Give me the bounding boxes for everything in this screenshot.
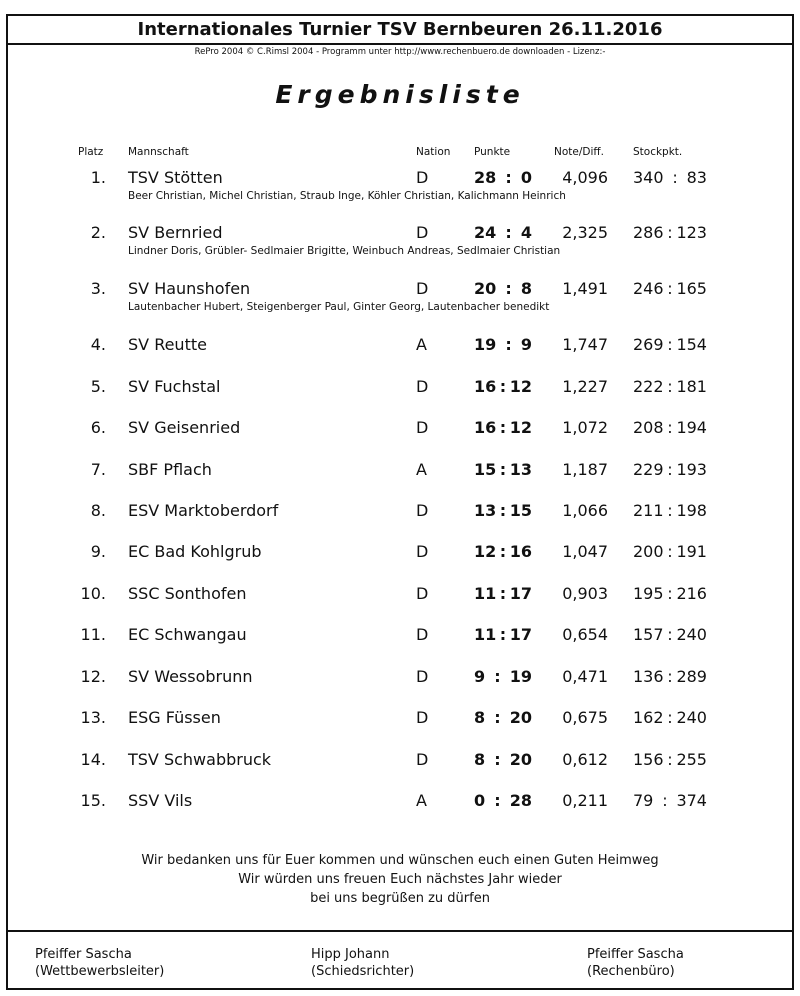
program-note: RePro 2004 © C.Rimsl 2004 - Programm unter http://www.rechenbuero.de downloaden - Lizenz:- — [194, 47, 606, 57]
points — [474, 168, 532, 188]
note-diff: 1,227 — [562, 377, 608, 396]
note-diff: 1,066 — [562, 501, 608, 520]
points-lost: 28 — [509, 791, 532, 810]
stock-points-for: 157 — [633, 625, 664, 644]
points-lost: 9 — [520, 335, 532, 354]
stock-points — [633, 750, 707, 770]
team-name: SBF Pflach — [128, 460, 212, 479]
points-separator: : — [494, 791, 501, 810]
team-members: Lautenbacher Hubert, Steigenberger Paul, Ginter Georg, Lautenbacher benedikt — [128, 301, 550, 313]
nation: D — [416, 708, 429, 727]
signature-calculation-office — [587, 946, 684, 980]
team-name: EC Schwangau — [128, 625, 247, 644]
points-won: 16 — [474, 377, 497, 396]
points — [474, 501, 532, 521]
team-name: ESG Füssen — [128, 708, 221, 727]
stock-points — [633, 584, 707, 604]
points-won: 8 — [474, 708, 486, 727]
points — [474, 667, 532, 687]
points-won: 28 — [474, 168, 497, 187]
points — [474, 708, 532, 728]
points-won: 8 — [474, 750, 486, 769]
stock-separator: : — [672, 168, 678, 187]
points-lost: 15 — [509, 501, 532, 520]
stock-points — [633, 460, 707, 480]
stock-points-against: 191 — [676, 542, 707, 561]
signature-name: Pfeiffer Sascha — [35, 947, 132, 962]
stock-points-for: 195 — [633, 584, 664, 603]
stock-points — [633, 168, 707, 188]
signature-competition-leader — [35, 946, 164, 980]
stock-points-against: 181 — [676, 377, 707, 396]
rank: 10. — [80, 584, 106, 603]
stock-separator: : — [667, 223, 673, 242]
nation: D — [416, 501, 429, 520]
points — [474, 223, 532, 243]
stock-points-against: 154 — [676, 335, 707, 354]
stock-points-for: 269 — [633, 335, 664, 354]
stock-points-against: 240 — [676, 625, 707, 644]
points-separator: : — [494, 750, 501, 769]
nation: A — [416, 791, 427, 810]
header-mannschaft: Mannschaft — [128, 146, 189, 158]
signature-role: (Wettbewerbsleiter) — [35, 964, 165, 979]
note-diff: 2,325 — [562, 223, 608, 242]
stock-points-for: 211 — [633, 501, 664, 520]
team-name: SV Bernried — [128, 223, 223, 242]
points-won: 24 — [474, 223, 497, 242]
signature-role: (Rechenbüro) — [587, 964, 675, 979]
nation: D — [416, 223, 429, 242]
points-separator: : — [499, 460, 507, 479]
rank: 4. — [90, 335, 106, 354]
stock-points — [633, 667, 707, 687]
signature-role: (Schiedsrichter) — [311, 964, 415, 979]
points — [474, 335, 532, 355]
stock-points — [633, 542, 707, 562]
points — [474, 584, 532, 604]
points-won: 13 — [474, 501, 497, 520]
points-lost: 17 — [509, 584, 532, 603]
stock-points-for: 208 — [633, 418, 664, 437]
rank: 5. — [90, 377, 106, 396]
rank: 3. — [90, 279, 106, 298]
points-separator: : — [499, 418, 507, 437]
points-separator: : — [499, 501, 507, 520]
points — [474, 625, 532, 645]
points-lost: 12 — [509, 418, 532, 437]
points-won: 20 — [474, 279, 497, 298]
note-diff: 0,675 — [562, 708, 608, 727]
points-won: 11 — [474, 584, 497, 603]
nation: D — [416, 584, 429, 603]
points-separator: : — [499, 584, 507, 603]
note-diff: 1,491 — [562, 279, 608, 298]
header-stock: Stockpkt. — [633, 146, 683, 158]
stock-points-against: 123 — [676, 223, 707, 242]
rank: 14. — [80, 750, 106, 769]
points-won: 9 — [474, 667, 486, 686]
points-separator: : — [494, 667, 501, 686]
signature-divider — [8, 930, 792, 932]
points-lost: 4 — [520, 223, 532, 242]
note-diff: 0,471 — [562, 667, 608, 686]
team-name: SV Geisenried — [128, 418, 241, 437]
nation: D — [416, 377, 429, 396]
stock-points — [633, 418, 707, 438]
stock-points — [633, 223, 707, 243]
rank: 6. — [90, 418, 106, 437]
rank: 8. — [90, 501, 106, 520]
note-diff: 1,747 — [562, 335, 608, 354]
note-diff: 1,072 — [562, 418, 608, 437]
points-lost: 12 — [509, 377, 532, 396]
note-diff: 0,903 — [562, 584, 608, 603]
stock-separator: : — [667, 377, 673, 396]
team-name: TSV Stötten — [128, 168, 223, 187]
stock-separator: : — [662, 791, 668, 810]
stock-points — [633, 279, 707, 299]
points-separator: : — [499, 625, 507, 644]
rank: 13. — [80, 708, 106, 727]
note-diff: 0,654 — [562, 625, 608, 644]
team-members: Lindner Doris, Grübler- Sedlmaier Brigitte, Weinbuch Andreas, Sedlmaier Christian — [128, 245, 561, 257]
points-lost: 19 — [509, 667, 532, 686]
team-members: Beer Christian, Michel Christian, Straub Inge, Köhler Christian, Kalichmann Heinrich — [128, 190, 566, 202]
points-won: 12 — [474, 542, 497, 561]
rank: 12. — [80, 667, 106, 686]
stock-points-against: 194 — [676, 418, 707, 437]
points-lost: 17 — [509, 625, 532, 644]
stock-points-for: 222 — [633, 377, 664, 396]
stock-points — [633, 501, 707, 521]
nation: A — [416, 460, 427, 479]
points-separator: : — [505, 335, 512, 354]
nation: D — [416, 625, 429, 644]
header-punkte: Punkte — [474, 146, 511, 158]
points — [474, 750, 532, 770]
stock-separator: : — [667, 750, 673, 769]
team-name: SV Reutte — [128, 335, 207, 354]
nation: D — [416, 418, 429, 437]
team-name: EC Bad Kohlgrub — [128, 542, 262, 561]
stock-separator: : — [667, 667, 673, 686]
stock-points-for: 200 — [633, 542, 664, 561]
note-diff: 1,047 — [562, 542, 608, 561]
stock-points — [633, 377, 707, 397]
rank: 7. — [90, 460, 106, 479]
team-name: SSV Vils — [128, 791, 193, 810]
points — [474, 542, 532, 562]
nation: A — [416, 335, 427, 354]
team-name: SV Fuchstal — [128, 377, 221, 396]
rank: 15. — [80, 791, 106, 810]
points-lost: 20 — [509, 708, 532, 727]
points — [474, 418, 532, 438]
points-won: 16 — [474, 418, 497, 437]
nation: D — [416, 750, 429, 769]
points — [474, 279, 532, 299]
points-lost: 13 — [509, 460, 532, 479]
points-won: 15 — [474, 460, 497, 479]
points-lost: 16 — [509, 542, 532, 561]
stock-points-against: 240 — [676, 708, 707, 727]
team-name: TSV Schwabbruck — [128, 750, 272, 769]
team-name: ESV Marktoberdorf — [128, 501, 279, 520]
stock-points-for: 286 — [633, 223, 664, 242]
team-name: SV Wessobrunn — [128, 667, 253, 686]
closing-message — [8, 851, 792, 908]
points — [474, 791, 532, 811]
points-separator: : — [505, 168, 512, 187]
points — [474, 377, 532, 397]
nation: D — [416, 542, 429, 561]
stock-points-against: 193 — [676, 460, 707, 479]
stock-separator: : — [667, 501, 673, 520]
stock-separator: : — [667, 625, 673, 644]
stock-separator: : — [667, 418, 673, 437]
note-diff: 1,187 — [562, 460, 608, 479]
stock-points-for: 229 — [633, 460, 664, 479]
stock-separator: : — [667, 279, 673, 298]
document-title: Internationales Turnier TSV Bernbeuren 26.11.2016 — [8, 16, 792, 45]
stock-points-against: 198 — [676, 501, 707, 520]
points-separator: : — [505, 279, 512, 298]
stock-points-for: 246 — [633, 279, 664, 298]
stock-separator: : — [667, 542, 673, 561]
points-lost: 8 — [520, 279, 532, 298]
points-separator: : — [505, 223, 512, 242]
stock-points-against: 374 — [676, 791, 707, 810]
page-heading: Ergebnisliste — [275, 80, 525, 109]
team-name: SSC Sonthofen — [128, 584, 247, 603]
header-platz: Platz — [78, 146, 104, 158]
stock-separator: : — [667, 708, 673, 727]
rank: 1. — [90, 168, 106, 187]
stock-points-for: 162 — [633, 708, 664, 727]
stock-points — [633, 708, 707, 728]
rank: 2. — [90, 223, 106, 242]
stock-points — [633, 791, 707, 811]
signature-referee — [311, 946, 414, 980]
closing-line: Wir bedanken uns für Euer kommen und wünschen euch einen Guten Heimweg — [141, 853, 659, 868]
stock-points-for: 156 — [633, 750, 664, 769]
nation: D — [416, 168, 429, 187]
stock-separator: : — [667, 335, 673, 354]
header-nation: Nation — [416, 146, 451, 158]
stock-points-for: 136 — [633, 667, 664, 686]
points-won: 11 — [474, 625, 497, 644]
document-frame — [6, 14, 794, 990]
points — [474, 460, 532, 480]
team-name: SV Haunshofen — [128, 279, 251, 298]
rank: 9. — [90, 542, 106, 561]
stock-separator: : — [667, 460, 673, 479]
note-diff: 0,211 — [562, 791, 608, 810]
stock-points — [633, 625, 707, 645]
stock-points-for: 340 — [633, 168, 664, 187]
nation: D — [416, 279, 429, 298]
note-diff: 4,096 — [562, 168, 608, 187]
stock-points-against: 255 — [676, 750, 707, 769]
nation: D — [416, 667, 429, 686]
points-lost: 0 — [520, 168, 532, 187]
rank: 11. — [80, 625, 106, 644]
points-won: 0 — [474, 791, 486, 810]
points-separator: : — [494, 708, 501, 727]
points-separator: : — [499, 542, 507, 561]
stock-points-against: 289 — [676, 667, 707, 686]
points-separator: : — [499, 377, 507, 396]
closing-line: Wir würden uns freuen Euch nächstes Jahr wieder — [238, 872, 562, 887]
stock-points-against: 216 — [676, 584, 707, 603]
stock-points-against: 83 — [686, 168, 707, 187]
stock-points-against: 165 — [676, 279, 707, 298]
signature-name: Hipp Johann — [311, 947, 390, 962]
signature-name: Pfeiffer Sascha — [587, 947, 684, 962]
closing-line: bei uns begrüßen zu dürfen — [310, 891, 490, 906]
points-won: 19 — [474, 335, 497, 354]
header-note: Note/Diff. — [554, 146, 604, 158]
stock-points-for: 79 — [633, 791, 654, 810]
points-lost: 20 — [509, 750, 532, 769]
stock-separator: : — [667, 584, 673, 603]
stock-points — [633, 335, 707, 355]
note-diff: 0,612 — [562, 750, 608, 769]
